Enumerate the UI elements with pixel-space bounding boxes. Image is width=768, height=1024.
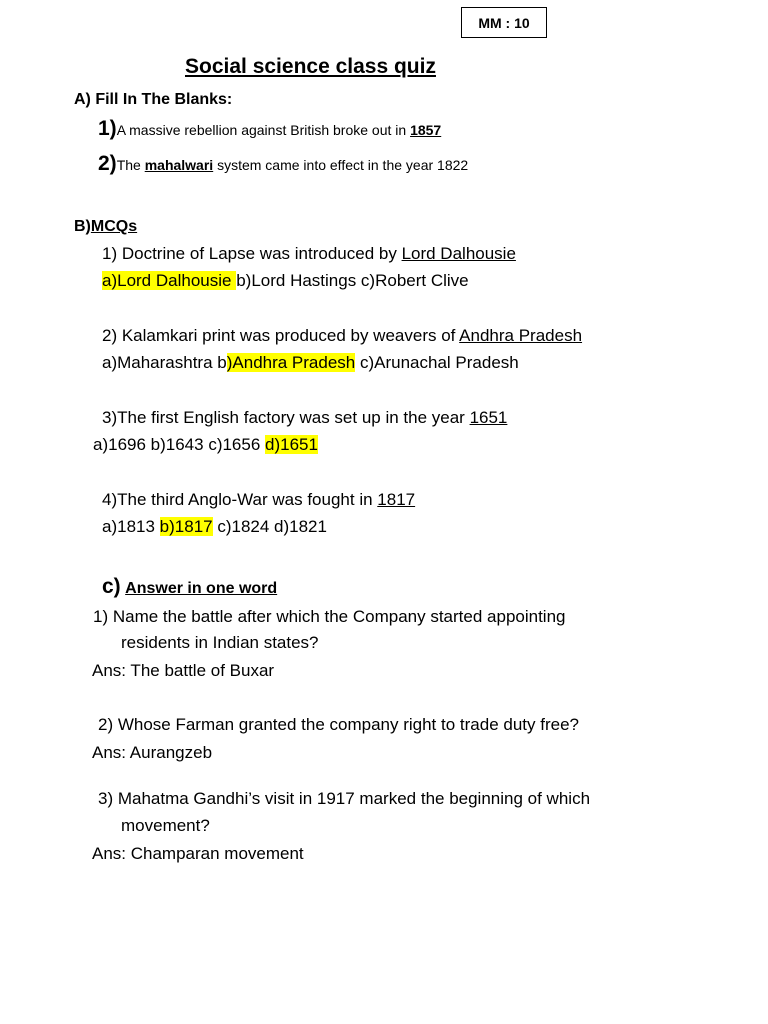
- selected-option: a)Lord Dalhousie: [102, 271, 237, 290]
- other-options: b)Lord Hastings c)Robert Clive: [236, 271, 469, 290]
- section-c-prefix: c): [102, 575, 121, 598]
- question-answer: Lord Dalhousie: [401, 244, 516, 263]
- max-marks-label: MM : 10: [478, 14, 530, 31]
- question-text-pre: The: [116, 157, 145, 173]
- section-c-heading: [102, 576, 277, 597]
- mcq-question-3: [102, 409, 507, 426]
- question-answer: Andhra Pradesh: [459, 326, 583, 345]
- section-b-heading: [74, 219, 137, 235]
- one-word-question-3: 3) Mahatma Gandhi’s visit in 1917 marked the beginning of which: [98, 789, 591, 808]
- section-b-prefix: B): [74, 218, 91, 235]
- page-title: Social science class quiz: [185, 55, 436, 78]
- question-answer: 1817: [377, 490, 416, 509]
- mcq-options-1: [102, 272, 469, 289]
- one-word-question-3-cont: movement?: [121, 816, 210, 835]
- section-b-label: MCQs: [90, 218, 138, 235]
- one-word-question-1: 1) Name the battle after which the Company started appointing: [93, 607, 566, 626]
- question-answer: 1651: [469, 408, 508, 427]
- section-a-heading: A) Fill In The Blanks:: [74, 91, 233, 108]
- question-text: 4)The third Anglo-War was fought in: [102, 490, 378, 509]
- options-post: c)Arunachal Pradesh: [355, 353, 519, 372]
- question-answer: mahalwari: [144, 157, 214, 173]
- mcq-question-2: [102, 327, 582, 344]
- question-number: 1): [98, 117, 117, 140]
- question-text: 2) Kalamkari print was produced by weavers of: [102, 326, 460, 345]
- fill-blank-question-2: [98, 153, 468, 174]
- mcq-options-3: [93, 436, 318, 453]
- question-answer: 1857: [410, 122, 442, 138]
- selected-option: d)1651: [265, 435, 318, 454]
- mcq-question-4: [102, 491, 415, 508]
- one-word-question-1-cont: residents in Indian states?: [121, 633, 319, 652]
- question-number: 2): [98, 152, 117, 175]
- one-word-answer-1: Ans: The battle of Buxar: [92, 661, 275, 680]
- one-word-answer-2: Ans: Aurangzeb: [92, 743, 213, 762]
- mcq-question-1: [102, 245, 516, 262]
- options-post: c)1824 d)1821: [212, 517, 327, 536]
- question-text: 1) Doctrine of Lapse was introduced by: [102, 244, 402, 263]
- question-text: 3)The first English factory was set up in the year: [102, 408, 470, 427]
- one-word-answer-3: Ans: Champaran movement: [92, 844, 304, 863]
- options-pre: a)Maharashtra b: [102, 353, 227, 372]
- fill-blank-question-1: [98, 118, 441, 139]
- selected-option: b)1817: [159, 517, 213, 536]
- question-text: A massive rebellion against British broke out in: [116, 122, 411, 138]
- section-c-label: Answer in one word: [125, 580, 278, 597]
- mcq-options-4: [102, 518, 327, 535]
- question-text-post: system came into effect in the year 1822: [213, 157, 469, 173]
- options-pre: a)1813: [102, 517, 160, 536]
- options-pre: a)1696 b)1643 c)1656: [93, 435, 266, 454]
- max-marks-box: [461, 7, 547, 38]
- one-word-question-2: 2) Whose Farman granted the company right to trade duty free?: [98, 715, 579, 734]
- selected-option: )Andhra Pradesh: [226, 353, 356, 372]
- mcq-options-2: [102, 354, 519, 371]
